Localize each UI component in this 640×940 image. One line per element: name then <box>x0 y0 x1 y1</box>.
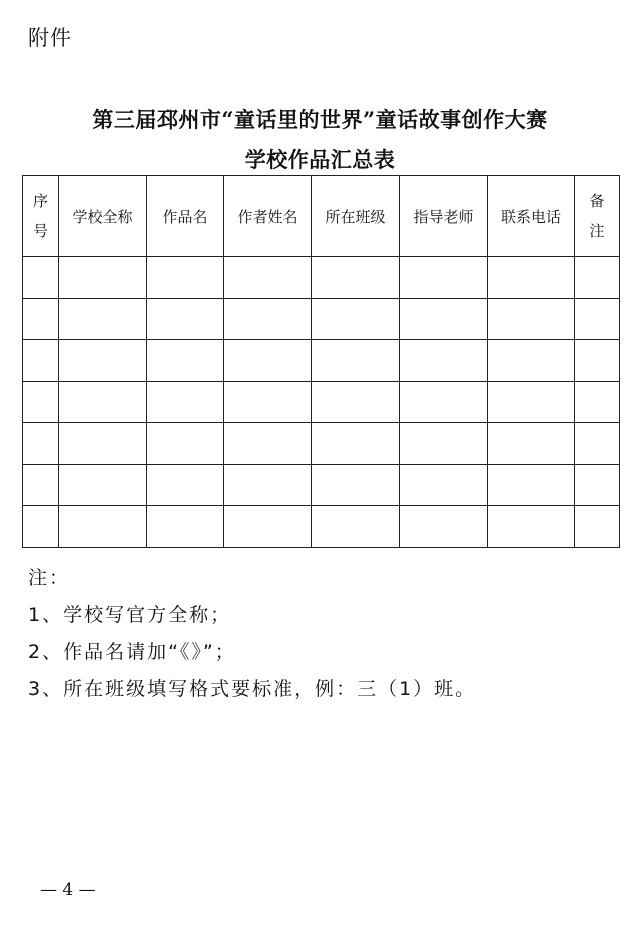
table-cell[interactable] <box>224 381 312 423</box>
header-remark-bottom: 注 <box>589 222 605 240</box>
table-cell[interactable] <box>224 257 312 299</box>
header-work: 作品名 <box>147 176 224 257</box>
page-number: — 4 — <box>40 880 96 900</box>
table-cell[interactable] <box>488 298 575 340</box>
table-cell[interactable] <box>400 340 488 382</box>
header-remark-top: 备 <box>589 192 605 210</box>
table-cell[interactable] <box>224 423 312 465</box>
table-cell[interactable] <box>147 423 224 465</box>
table-cell[interactable] <box>59 381 147 423</box>
header-author: 作者姓名 <box>224 176 312 257</box>
table-cell[interactable] <box>59 423 147 465</box>
table-cell[interactable] <box>488 423 575 465</box>
header-teacher: 指导老师 <box>400 176 488 257</box>
header-school: 学校全称 <box>59 176 147 257</box>
header-seq-bottom: 号 <box>32 222 48 240</box>
table-cell[interactable] <box>575 381 620 423</box>
document-subtitle: 学校作品汇总表 <box>244 147 396 172</box>
document-title: 第三届邳州市“童话里的世界”童话故事创作大赛 <box>92 107 548 132</box>
table-cell[interactable] <box>147 381 224 423</box>
note-item-3: 3、所在班级填写格式要标准，例：三（1）班。 <box>28 678 477 700</box>
notes-section <box>28 560 476 708</box>
header-phone: 联系电话 <box>488 176 575 257</box>
table-cell[interactable] <box>59 464 147 506</box>
table-row <box>23 340 620 382</box>
table-cell[interactable] <box>400 423 488 465</box>
table-cell[interactable] <box>488 381 575 423</box>
table-cell[interactable] <box>400 298 488 340</box>
table-cell[interactable] <box>488 506 575 548</box>
table-cell[interactable] <box>575 464 620 506</box>
table-cell[interactable] <box>488 464 575 506</box>
table-cell[interactable] <box>312 257 400 299</box>
table-row <box>23 464 620 506</box>
table-cell[interactable] <box>312 298 400 340</box>
table-cell[interactable] <box>575 257 620 299</box>
table-cell[interactable] <box>224 464 312 506</box>
note-item-1: 1、学校写官方全称； <box>28 604 232 626</box>
table-cell[interactable] <box>575 506 620 548</box>
table-cell[interactable] <box>23 298 59 340</box>
table-cell[interactable] <box>312 506 400 548</box>
table-row <box>23 298 620 340</box>
table-cell[interactable] <box>147 340 224 382</box>
table-cell[interactable] <box>23 423 59 465</box>
header-remark <box>575 176 620 257</box>
table-cell[interactable] <box>59 506 147 548</box>
table-cell[interactable] <box>23 381 59 423</box>
table-cell[interactable] <box>23 506 59 548</box>
table-cell[interactable] <box>147 257 224 299</box>
table-cell[interactable] <box>23 257 59 299</box>
table-cell[interactable] <box>23 464 59 506</box>
header-seq-top: 序 <box>32 192 48 210</box>
table-cell[interactable] <box>224 298 312 340</box>
table-cell[interactable] <box>147 506 224 548</box>
notes-heading: 注： <box>28 567 71 589</box>
table-cell[interactable] <box>59 340 147 382</box>
table-cell[interactable] <box>575 298 620 340</box>
table-cell[interactable] <box>488 340 575 382</box>
table-cell[interactable] <box>312 423 400 465</box>
table-cell[interactable] <box>224 506 312 548</box>
table-cell[interactable] <box>312 464 400 506</box>
attachment-label: 附件 <box>28 26 72 50</box>
table-cell[interactable] <box>400 381 488 423</box>
table-cell[interactable] <box>147 298 224 340</box>
table-cell[interactable] <box>23 340 59 382</box>
table-cell[interactable] <box>400 464 488 506</box>
note-item-2: 2、作品名请加“《》”； <box>28 641 236 663</box>
table-cell[interactable] <box>488 257 575 299</box>
table-cell[interactable] <box>575 340 620 382</box>
header-seq <box>23 176 59 257</box>
table-cell[interactable] <box>224 340 312 382</box>
table-header-row <box>23 176 620 257</box>
header-class: 所在班级 <box>312 176 400 257</box>
table-row <box>23 381 620 423</box>
table-cell[interactable] <box>575 423 620 465</box>
table-cell[interactable] <box>400 506 488 548</box>
table-cell[interactable] <box>147 464 224 506</box>
table-cell[interactable] <box>59 257 147 299</box>
table-cell[interactable] <box>312 340 400 382</box>
table-row <box>23 257 620 299</box>
summary-table <box>22 175 620 548</box>
table-row <box>23 506 620 548</box>
table-row <box>23 423 620 465</box>
table-cell[interactable] <box>59 298 147 340</box>
table-cell[interactable] <box>312 381 400 423</box>
table-body <box>23 257 620 548</box>
table-cell[interactable] <box>400 257 488 299</box>
